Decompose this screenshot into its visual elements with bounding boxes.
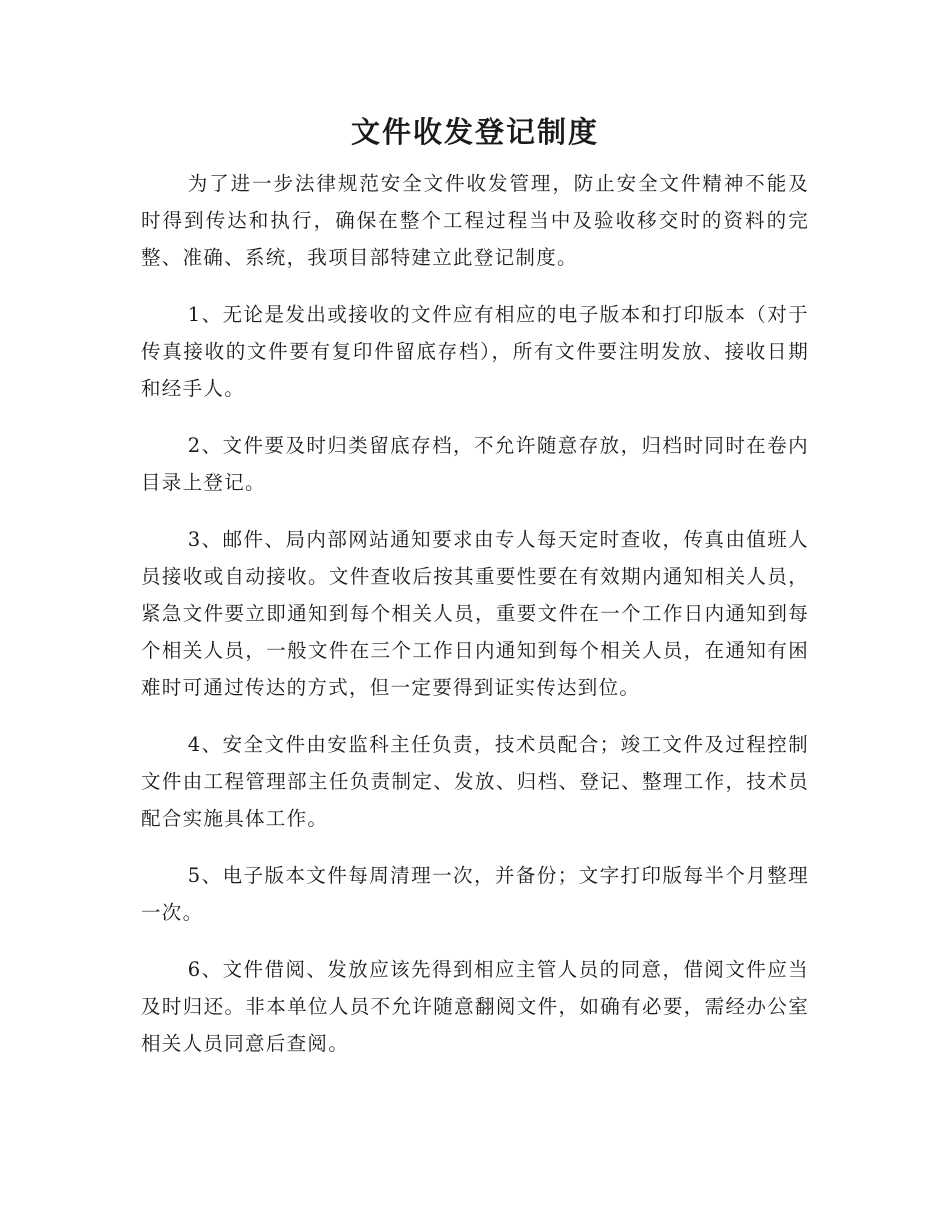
- paragraph-rule-3: 3、邮件、局内部网站通知要求由专人每天定时查收，传真由值班人员接收或自动接收。文件查收后按其重要性要在有效期内通知相关人员，紧急文件要立即通知到每个相关人员，重要文件在一个工作日内通知到每个相关人员，一般文件在三个工作日内通知到每个相关人员，在通知有困难时可通过传达的方式，但一定要得到证实传达到位。: [141, 528, 809, 699]
- paragraph-rule-4: 4、安全文件由安监科主任负责，技术员配合；竣工文件及过程控制文件由工程管理部主任负责制定、发放、归档、登记、整理工作，技术员配合实施具体工作。: [141, 733, 809, 830]
- paragraph-rule-2: 2、文件要及时归类留底存档，不允许随意存放，归档时同时在卷内目录上登记。: [141, 434, 809, 494]
- document-title: 文件收发登记制度: [350, 115, 599, 149]
- paragraph-rule-6: 6、文件借阅、发放应该先得到相应主管人员的同意，借阅文件应当及时归还。非本单位人员不允许随意翻阅文件，如确有必要，需经办公室相关人员同意后查阅。: [141, 958, 809, 1055]
- paragraph-rule-1: 1、无论是发出或接收的文件应有相应的电子版本和打印版本（对于传真接收的文件要有复印件留底存档），所有文件要注明发放、接收日期和经手人。: [141, 303, 809, 400]
- paragraph-intro: 为了进一步法律规范安全文件收发管理，防止安全文件精神不能及时得到传达和执行，确保在整个工程过程当中及验收移交时的资料的完整、准确、系统，我项目部特建立此登记制度。: [141, 172, 809, 269]
- document-body: [141, 165, 809, 1082]
- paragraph-rule-5: 5、电子版本文件每周清理一次，并备份；文字打印版每半个月整理一次。: [141, 864, 809, 924]
